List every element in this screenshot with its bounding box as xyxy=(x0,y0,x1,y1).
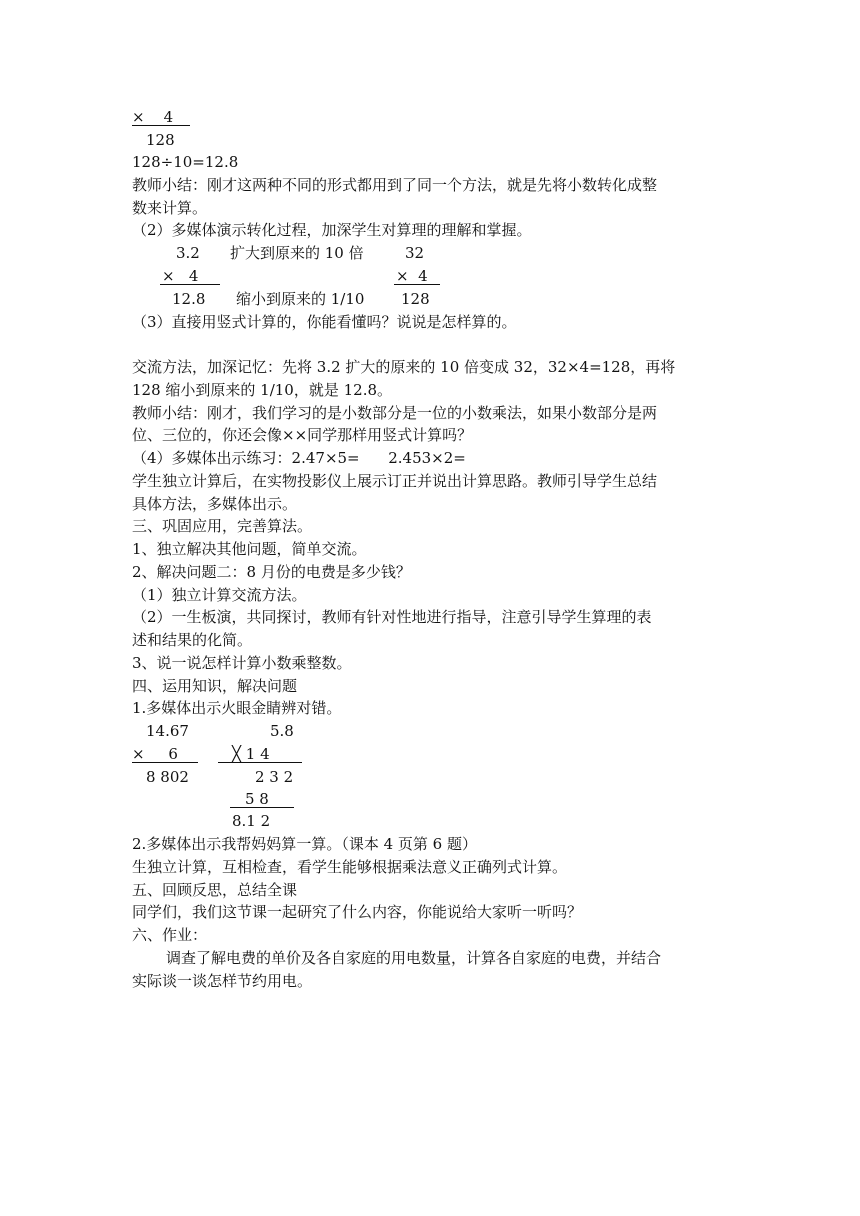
text-line: 位、三位的，你还会像××同学那样用竖式计算吗？ xyxy=(132,426,473,444)
underline xyxy=(132,125,190,126)
text-line: 教师小结：刚才这两种不同的形式都用到了同一个方法，就是先将小数转化成整 xyxy=(132,176,658,194)
text-line: 述和结果的化简。 xyxy=(132,631,253,649)
section-heading: 三、巩固应用，完善算法。 xyxy=(132,517,313,535)
text-line: （1）独立计算交流方法。 xyxy=(132,586,307,604)
demo-shrink-note: 缩小到原来的 1/10 xyxy=(236,290,365,308)
calc-b-partial1: 2 3 2 xyxy=(255,768,294,786)
underline xyxy=(132,762,198,763)
calc-b-top: 5.8 xyxy=(270,722,294,740)
calc-a-result: 8 802 xyxy=(146,768,189,786)
top-division: 128÷10=12.8 xyxy=(132,153,239,171)
text-line: 2、解决问题二：8 月份的电费是多少钱？ xyxy=(132,563,411,581)
demo-right-result: 128 xyxy=(401,290,430,308)
text-line: 2.多媒体出示我帮妈妈算一算。（课本 4 页第 6 题） xyxy=(132,835,477,853)
text-line: 具体方法，多媒体出示。 xyxy=(132,495,298,513)
calc-b-partial2: 5 8 xyxy=(245,790,269,808)
homework-text: 调查了解电费的单价及各自家庭的用电数量，计算各自家庭的电费，并结合 xyxy=(166,949,662,967)
demo-left-result: 12.8 xyxy=(172,290,206,308)
text-line: 教师小结：刚才，我们学习的是小数部分是一位的小数乘法，如果小数部分是两 xyxy=(132,404,658,422)
text-line: 学生独立计算后，在实物投影仪上展示订正并说出计算思路。教师引导学生总结 xyxy=(132,472,658,490)
underline xyxy=(230,807,294,808)
homework-text: 实际谈一谈怎样节约用电。 xyxy=(132,972,313,990)
underline xyxy=(218,762,302,763)
demo-right-top: 32 xyxy=(405,244,425,262)
demo-left-top: 3.2 xyxy=(176,244,200,262)
text-line: （3）直接用竖式计算的，你能看懂吗？说说是怎样算的。 xyxy=(132,313,517,331)
text-line: 交流方法，加深记忆：先将 3.2 扩大的原来的 10 倍变成 32，32×4=128，再将 xyxy=(132,358,676,376)
section-heading: 六、作业： xyxy=(132,926,208,944)
calc-b-mult: ╳ 1 4 xyxy=(232,745,270,763)
top-product: 128 xyxy=(146,131,175,149)
text-line: （4）多媒体出示练习：2.47×5= 2.453×2= xyxy=(132,449,466,467)
demo-right-mult: × 4 xyxy=(396,267,428,285)
text-line: 1.多媒体出示火眼金睛辨对错。 xyxy=(132,699,342,717)
text-line: 128 缩小到原来的 1/10，就是 12.8。 xyxy=(132,381,393,399)
text-line: 同学们，我们这节课一起研究了什么内容，你能说给大家听一听吗？ xyxy=(132,903,583,921)
text-line: （2）多媒体演示转化过程，加深学生对算理的理解和掌握。 xyxy=(132,221,532,239)
underline xyxy=(394,284,440,285)
calc-a-top: 14.67 xyxy=(146,722,189,740)
section-heading: 五、回顾反思，总结全课 xyxy=(132,881,298,899)
text-line: 3、说一说怎样计算小数乘整数。 xyxy=(132,654,352,672)
calc-b-result: 8.1 2 xyxy=(232,812,271,830)
demo-expand-note: 扩大到原来的 10 倍 xyxy=(230,244,364,262)
text-line: （2）一生板演，共同探讨，教师有针对性地进行指导，注意引导学生算理的表 xyxy=(132,608,652,626)
calc-a-mult: × 6 xyxy=(132,745,178,763)
text-line: 1、独立解决其他问题，简单交流。 xyxy=(132,540,367,558)
text-line: 数来计算。 xyxy=(132,199,208,217)
text-line: 生独立计算，互相检查，看学生能够根据乘法意义正确列式计算。 xyxy=(132,858,568,876)
section-heading: 四、运用知识，解决问题 xyxy=(132,677,298,695)
demo-left-mult: × 4 xyxy=(162,267,199,285)
underline xyxy=(160,284,220,285)
top-mult-row: × 4 xyxy=(132,108,174,126)
